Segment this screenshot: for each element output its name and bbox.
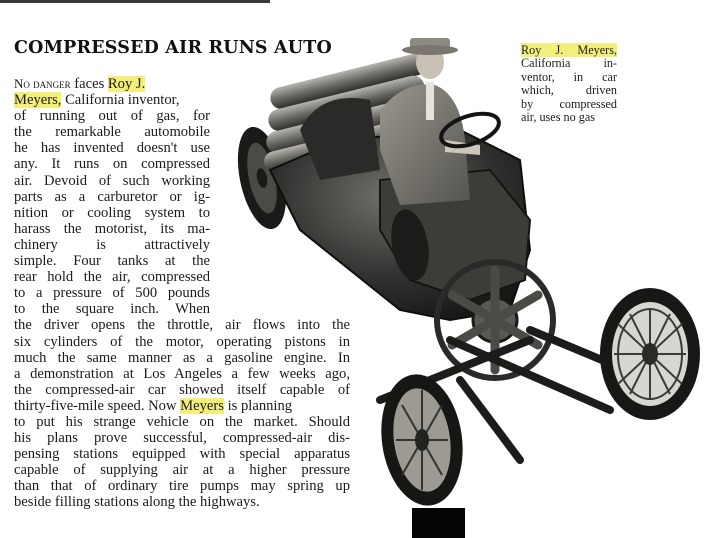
caption-line: air, uses no gas [521, 110, 595, 125]
article-line: chinery is attractively [14, 236, 210, 253]
article-line: the remarkable automobile [14, 124, 210, 141]
article-line: harass the motorist, its ma- [14, 220, 210, 237]
article-line: than that of ordinary tire pumps may spring up [14, 478, 350, 495]
article-line: to put his strange vehicle on the market. Should [14, 413, 350, 430]
article-line: rear hold the air, compressed [14, 269, 210, 286]
highlight-name: Meyers, [14, 92, 62, 109]
article-line: pensing stations equipped with special apparatus [14, 446, 350, 463]
article-text: is planning [223, 397, 293, 414]
article-line: simple. Four tanks at the [14, 253, 210, 270]
article-line: a demonstration at Los Angeles a few weeks ago, [14, 365, 350, 382]
caption-line [521, 44, 617, 57]
article-line: nition or cooling system to [14, 204, 210, 221]
article-text: faces [70, 76, 108, 92]
caption-line: California in- [521, 56, 617, 71]
article-line: of running out of gas, for [14, 108, 210, 125]
article-line: to a pressure of 500 pounds [14, 285, 210, 302]
highlight-name: Meyers [180, 397, 224, 414]
caption-line: which, driven [521, 83, 617, 98]
article-line: any. It runs on compressed [14, 156, 210, 173]
highlight-name: Roy J. Meyers, [521, 43, 617, 57]
article-line: the compressed-air car showed itself capable of [14, 381, 350, 398]
article-line [14, 92, 210, 108]
highlight-name: Roy J. [107, 76, 146, 92]
article-line: capable of supplying air at a higher pressure [14, 462, 350, 479]
article-line [14, 76, 210, 92]
article-line: beside filling stations along the highways. [14, 494, 260, 511]
article-line: he has invented doesn't use [14, 140, 210, 157]
article-text: thirty-five-mile speed. Now [14, 397, 181, 414]
headline: COMPRESSED AIR RUNS AUTO [14, 38, 332, 58]
article-text: California inventor, [61, 92, 180, 109]
lead-smallcaps: No danger [14, 76, 71, 91]
article-line: parts as a carburetor or ig- [14, 188, 210, 205]
article-line: six cylinders of the motor, operating pistons in [14, 333, 350, 350]
photo-caption [521, 44, 617, 124]
article-line: to the square inch. When [14, 301, 210, 318]
caption-line: by compressed [521, 96, 617, 111]
article-line: air. Devoid of such working [14, 172, 210, 189]
redaction-block [412, 508, 465, 538]
front-left-wheel [373, 369, 471, 511]
article-line: much the same manner as a gasoline engine. In [14, 349, 350, 366]
top-rule [0, 0, 270, 3]
car-photo [230, 20, 710, 520]
caption-line: ventor, in car [521, 69, 617, 84]
article-line: the driver opens the throttle, air flows into the [14, 317, 350, 334]
front-right-wheel [600, 288, 700, 420]
article-line: his plans prove successful, compressed-air dis- [14, 430, 350, 447]
